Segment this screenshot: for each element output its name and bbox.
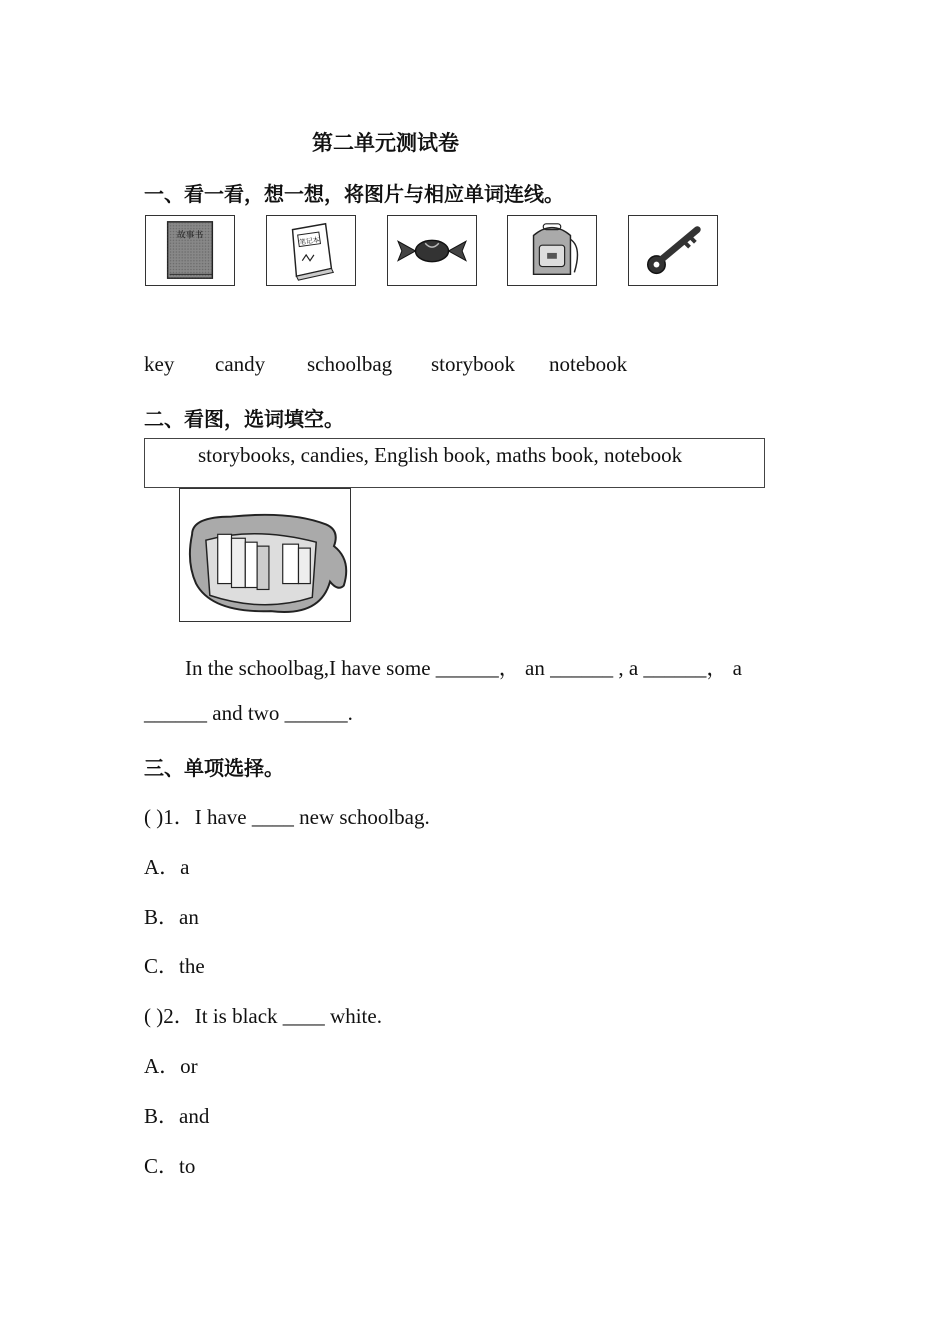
notebook-icon (267, 216, 355, 285)
word-bank-text: storybooks, candies, English book, maths book, notebook (198, 443, 683, 467)
question-2-stem: ( )2．It is black ____ white. (144, 1004, 382, 1028)
notebook-picture (266, 215, 356, 286)
section1-heading: 一、看一看，想一想，将图片与相应单词连线。 (144, 182, 564, 206)
word-bank-box (144, 438, 765, 488)
word-storybook: storybook (431, 352, 515, 376)
question-2-option-b: B．and (144, 1104, 210, 1128)
question-1-option-b: B．an (144, 905, 199, 929)
question-2-option-a: A．or (144, 1054, 198, 1078)
candy-picture (387, 215, 477, 286)
candy-icon (388, 216, 476, 285)
page-title: 第二单元测试卷 (312, 131, 459, 155)
section2-heading: 二、看图，选词填空。 (144, 407, 344, 431)
storybook-icon (146, 216, 234, 285)
storybook-picture (145, 215, 235, 286)
section3-heading: 三、单项选择。 (144, 756, 284, 780)
word-candy: candy (215, 352, 266, 376)
fill-blank-sentence-line1: In the schoolbag,I have some ______， an ______ , a ______， a (185, 656, 742, 680)
question-1-stem: ( )1．I have ____ new schoolbag. (144, 805, 430, 829)
schoolbag-picture (507, 215, 597, 286)
word-key: key (144, 352, 175, 376)
question-2-option-c: C．to (144, 1154, 196, 1178)
svg-text:故事书: 故事书 (176, 230, 204, 241)
word-notebook: notebook (549, 352, 628, 376)
open-schoolbag-icon (180, 489, 350, 621)
schoolbag-icon (508, 216, 596, 285)
key-icon (629, 216, 717, 285)
word-schoolbag: schoolbag (307, 352, 393, 376)
question-1-option-c: C．the (144, 954, 205, 978)
question-1-option-a: A．a (144, 855, 190, 879)
fill-blank-sentence-line2: ______ and two ______. (144, 701, 353, 725)
schoolbag-contents-picture (179, 488, 351, 622)
key-picture (628, 215, 718, 286)
svg-text:笔记本: 笔记本 (298, 235, 320, 247)
